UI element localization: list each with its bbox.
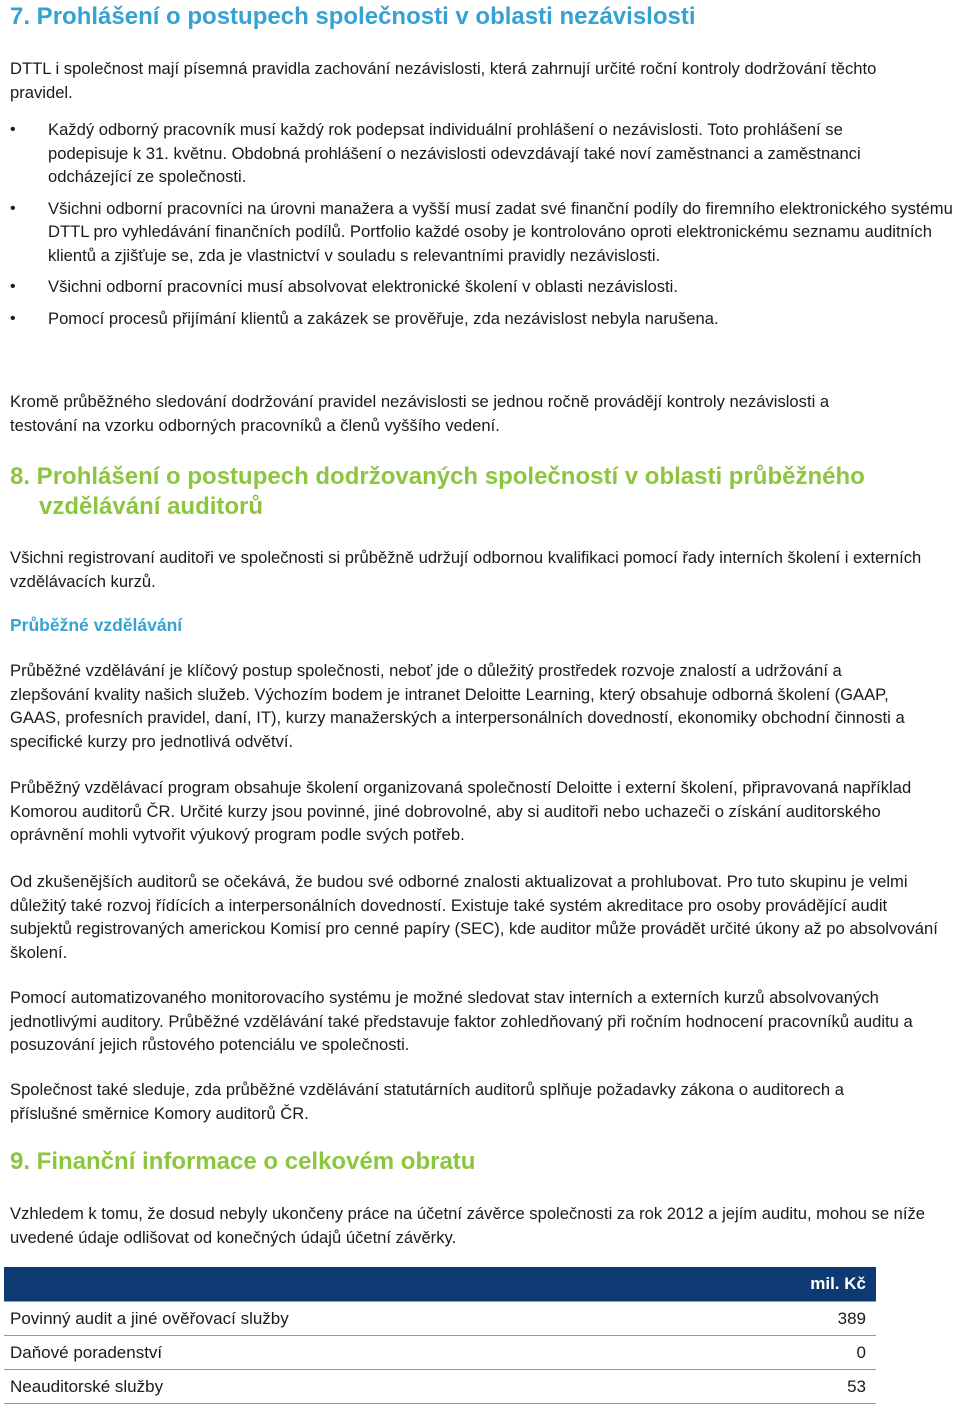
row-value: 0 bbox=[762, 1336, 876, 1370]
section-8-intro: Všichni registrovaní auditoři ve společnosti si průběžně udržují odbornou kvalifikaci pomocí řady interních školení i externích vzdělávacích kurzů. bbox=[10, 548, 922, 591]
section-8-heading bbox=[10, 462, 955, 522]
list-item: • Pomocí procesů přijímání klientů a zakázek se prověřuje, zda nezávislost nebyla narušena. bbox=[10, 307, 955, 331]
list-item: • Všichni odborní pracovníci na úrovni manažera a vyšší musí zadat své finanční podíly do firemního elektronického systému DTTL pro vyhledávání finančních podílů. Portfolio každé osoby je kontrolováno oproti elektronickému seznamu auditních klientů a zjišťuje se, zda je vlastnictví v souladu s relevantními pravidly nezávislosti. bbox=[10, 197, 958, 268]
section-8-heading-line-2: vzdělávání auditorů bbox=[39, 493, 264, 520]
paragraph: Průběžné vzdělávání je klíčový postup společnosti, neboť jde o důležitý prostředek rozvoje znalostí a udržování a zlepšování kvality našich služeb. Výchozím bodem je intranet Deloitte Learning, který obsahuje odborná školení (GAAP, GAAS, profesních pravidel, daní, IT), kurzy manažerských a interpersonálních dovedností, ekonomiky obchodní činnosti a specifické kurzy pro jednotlivá odvětví. bbox=[10, 661, 905, 751]
list-item: • Všichni odborní pracovníci musí absolvovat elektronické školení v oblasti nezávislosti. bbox=[10, 275, 955, 299]
list-item: • Každý odborný pracovník musí každý rok podepsat individuální prohlášení o nezávislosti. Toto prohlášení se podepisuje k 31. květnu. Obdobná prohlášení o nezávislosti odevzdávají také noví zaměstnanci a zaměstnanci odcházející ze společnosti. bbox=[10, 118, 918, 189]
section-7-outro: Kromě průběžného sledování dodržování pravidel nezávislosti se jednou ročně provádějí kontroly nezávislosti a testování na vzorku odborných pracovníků a členů vyššího vedení. bbox=[10, 392, 830, 435]
section-9-heading: 9. Finanční informace o celkovém obratu bbox=[10, 1148, 476, 1175]
section-7-bullet-list bbox=[10, 118, 955, 330]
table-row bbox=[4, 1302, 876, 1336]
section-7-intro: DTTL i společnost mají písemná pravidla zachování nezávislosti, která zahrnují určité roční kontroly dodržování těchto pravidel. bbox=[10, 59, 877, 102]
row-value: 53 bbox=[762, 1370, 876, 1404]
table-header-row bbox=[4, 1267, 876, 1302]
subsection-heading: Průběžné vzdělávání bbox=[10, 615, 183, 635]
section-8-heading-line-1: 8. Prohlášení o postupech dodržovaných společností v oblasti průběžného bbox=[10, 463, 865, 490]
paragraph: Průběžný vzdělávací program obsahuje školení organizovaná společností Deloitte i externí školení, připravovaná například Komorou auditorů ČR. Určité kurzy jsou povinné, jiné dobrovolné, aby si auditoři nebo uchazeči o získání auditorského oprávnění mohli vytvořit výukový program podle svých potřeb. bbox=[10, 778, 912, 844]
row-value: 389 bbox=[762, 1302, 876, 1336]
table-row bbox=[4, 1336, 876, 1370]
table-row bbox=[4, 1370, 876, 1404]
section-7-heading: 7. Prohlášení o postupech společnosti v oblasti nezávislosti bbox=[10, 3, 696, 30]
paragraph: Společnost také sleduje, zda průběžné vzdělávání statutárních auditorů splňuje požadavky zákona o auditorech a příslušné směrnice Komory auditorů ČR. bbox=[10, 1080, 844, 1123]
paragraph: Od zkušenějších auditorů se očekává, že budou své odborné znalosti aktualizovat a prohlubovat. Pro tuto skupinu je velmi důležitý také rozvoj řídících a interpersonálních dovedností. Existuje také systém akreditace pro osoby provádějící audit subjektů registrovaných americkou Komisí pro cenné papíry (SEC), kde auditor může provádět určité úkony až po absolvování školení. bbox=[10, 872, 938, 962]
financial-table bbox=[4, 1267, 876, 1404]
row-label: Povinný audit a jiné ověřovací služby bbox=[4, 1302, 762, 1336]
row-label: Neauditorské služby bbox=[4, 1370, 762, 1404]
paragraph: Pomocí automatizovaného monitorovacího systému je možné sledovat stav interních a externích kurzů absolvovaných jednotlivými auditory. Průběžné vzdělávání také představuje faktor zohledňovaný při ročním hodnocení pracovníků auditu a posuzování jejich růstového potenciálu ve společnosti. bbox=[10, 988, 913, 1054]
unit-header: mil. Kč bbox=[4, 1267, 876, 1302]
section-9-intro: Vzhledem k tomu, že dosud nebyly ukončeny práce na účetní závěrce společnosti za rok 2012 a jejím auditu, mohou se níže uvedené údaje odlišovat od konečných údajů účetní závěrky. bbox=[10, 1204, 926, 1247]
row-label: Daňové poradenství bbox=[4, 1336, 762, 1370]
